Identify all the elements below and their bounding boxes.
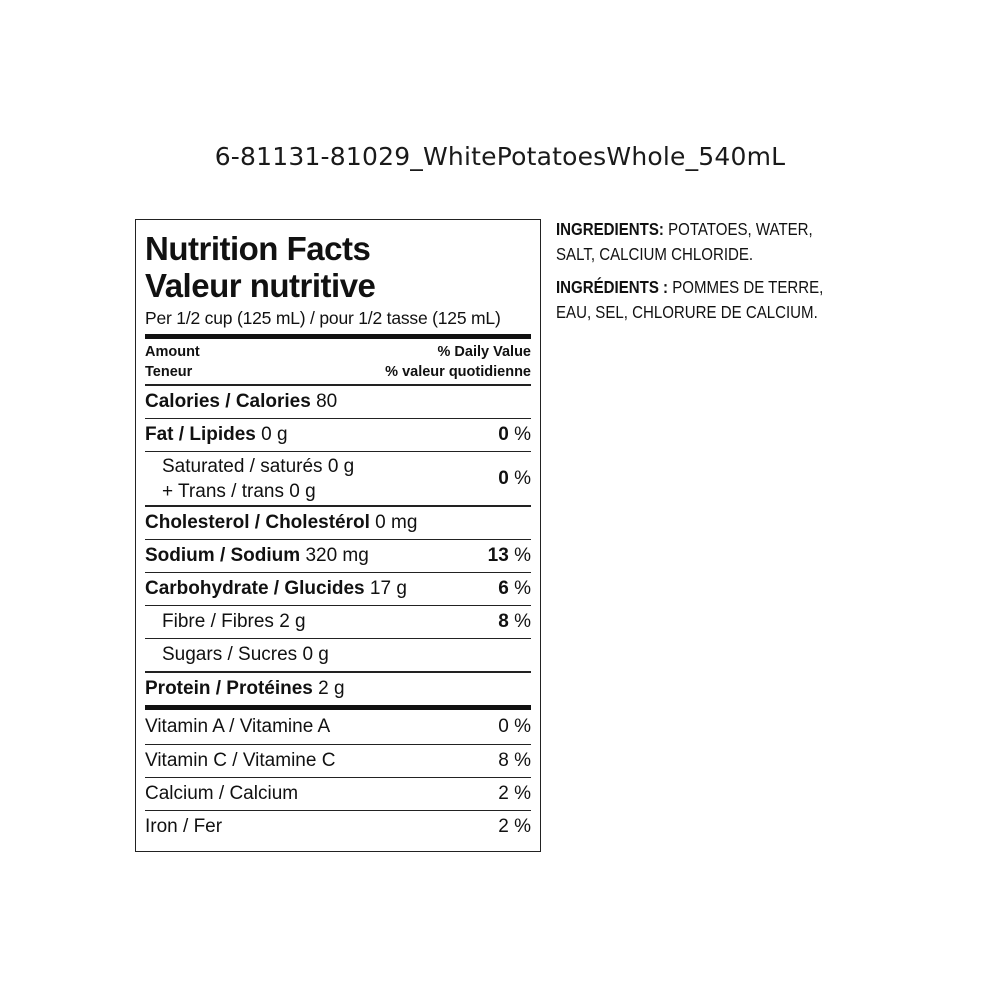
vitamin-row: [145, 778, 531, 810]
panel-title-fr: Valeur nutritive: [145, 267, 376, 304]
sodium-pct-unit: %: [514, 544, 531, 566]
cholesterol-amount: 0 mg: [375, 511, 418, 533]
carbohydrate-row: [145, 573, 531, 605]
fat-label: Fat / Lipides: [145, 424, 256, 446]
trans-label: + Trans / trans 0 g: [162, 480, 316, 502]
fat-row: [145, 419, 531, 451]
cholesterol-label: Cholesterol / Cholestérol: [145, 511, 370, 533]
ingredients-en-text: POTATOES, WATER,: [668, 219, 813, 239]
calories-value: 80: [316, 391, 338, 412]
protein-amount: 2 g: [318, 677, 345, 699]
fat-pct: 0: [498, 424, 509, 446]
fibre-label: Fibre / Fibres 2 g: [162, 611, 306, 633]
amount-header-fr: Teneur: [145, 364, 193, 380]
dv-header-fr: % valeur quotidienne: [385, 364, 531, 380]
sugars-label: Sugars / Sucres 0 g: [162, 644, 329, 666]
calories-row: [145, 386, 531, 418]
vitamin-row: [145, 811, 531, 843]
ingredients-fr: [556, 275, 840, 325]
file-title: 6-81131-81029_WhitePotatoesWhole_540mL: [214, 142, 786, 171]
ingredients-en-heading: INGREDIENTS:: [556, 219, 664, 239]
iron-pct: 2 %: [498, 816, 531, 838]
vitamin-a-label: Vitamin A / Vitamine A: [145, 715, 331, 737]
amount-header-en: Amount: [145, 344, 200, 360]
saturated-trans-row: [145, 452, 531, 505]
calcium-pct: 2 %: [498, 782, 531, 804]
carbohydrate-amount: 17 g: [369, 577, 407, 599]
calcium-label: Calcium / Calcium: [145, 782, 299, 804]
ingredients-en: [556, 217, 840, 267]
vitamin-a-pct: 0 %: [498, 715, 531, 737]
serving-size: Per 1/2 cup (125 mL) / pour 1/2 tasse (125 mL): [145, 308, 501, 328]
iron-label: Iron / Fer: [145, 816, 223, 838]
protein-row: [145, 673, 531, 705]
cholesterol-row: [145, 507, 531, 539]
dv-header-en: % Daily Value: [437, 344, 531, 360]
fibre-pct: 8: [498, 611, 509, 633]
saturated-pct-unit: %: [514, 467, 531, 489]
sodium-pct: 13: [487, 544, 509, 566]
vitamin-c-label: Vitamin C / Vitamine C: [145, 749, 336, 771]
calories-label: Calories / Calories: [145, 391, 311, 412]
ingredients-fr-text2: EAU, SEL, CHLORURE DE CALCIUM.: [556, 302, 818, 322]
ingredients-block: [556, 217, 840, 333]
ingredients-en-text2: SALT, CALCIUM CHLORIDE.: [556, 244, 754, 264]
carbohydrate-pct: 6: [498, 577, 509, 599]
fibre-pct-unit: %: [514, 611, 531, 633]
saturated-label: Saturated / saturés 0 g: [162, 455, 355, 477]
vitamin-c-pct: 8 %: [498, 749, 531, 771]
carbohydrate-label: Carbohydrate / Glucides: [145, 577, 365, 599]
nutrition-facts-panel: [135, 219, 541, 852]
saturated-pct: 0: [498, 467, 509, 489]
panel-title-en: Nutrition Facts: [145, 230, 371, 267]
sugars-row: [145, 639, 531, 671]
ingredients-fr-heading: INGRÉDIENTS :: [556, 277, 669, 297]
vitamin-row: [145, 710, 531, 744]
carbohydrate-pct-unit: %: [514, 577, 531, 599]
ingredients-fr-text: POMMES DE TERRE,: [672, 277, 824, 297]
fat-amount: 0 g: [261, 424, 288, 446]
sodium-label: Sodium / Sodium: [145, 544, 301, 566]
vitamin-row: [145, 745, 531, 777]
protein-label: Protein / Protéines: [145, 677, 313, 699]
sodium-row: [145, 540, 531, 572]
fat-pct-unit: %: [514, 424, 531, 446]
sodium-amount: 320 mg: [305, 544, 369, 566]
column-headers: [145, 339, 531, 384]
fibre-row: [145, 606, 531, 638]
